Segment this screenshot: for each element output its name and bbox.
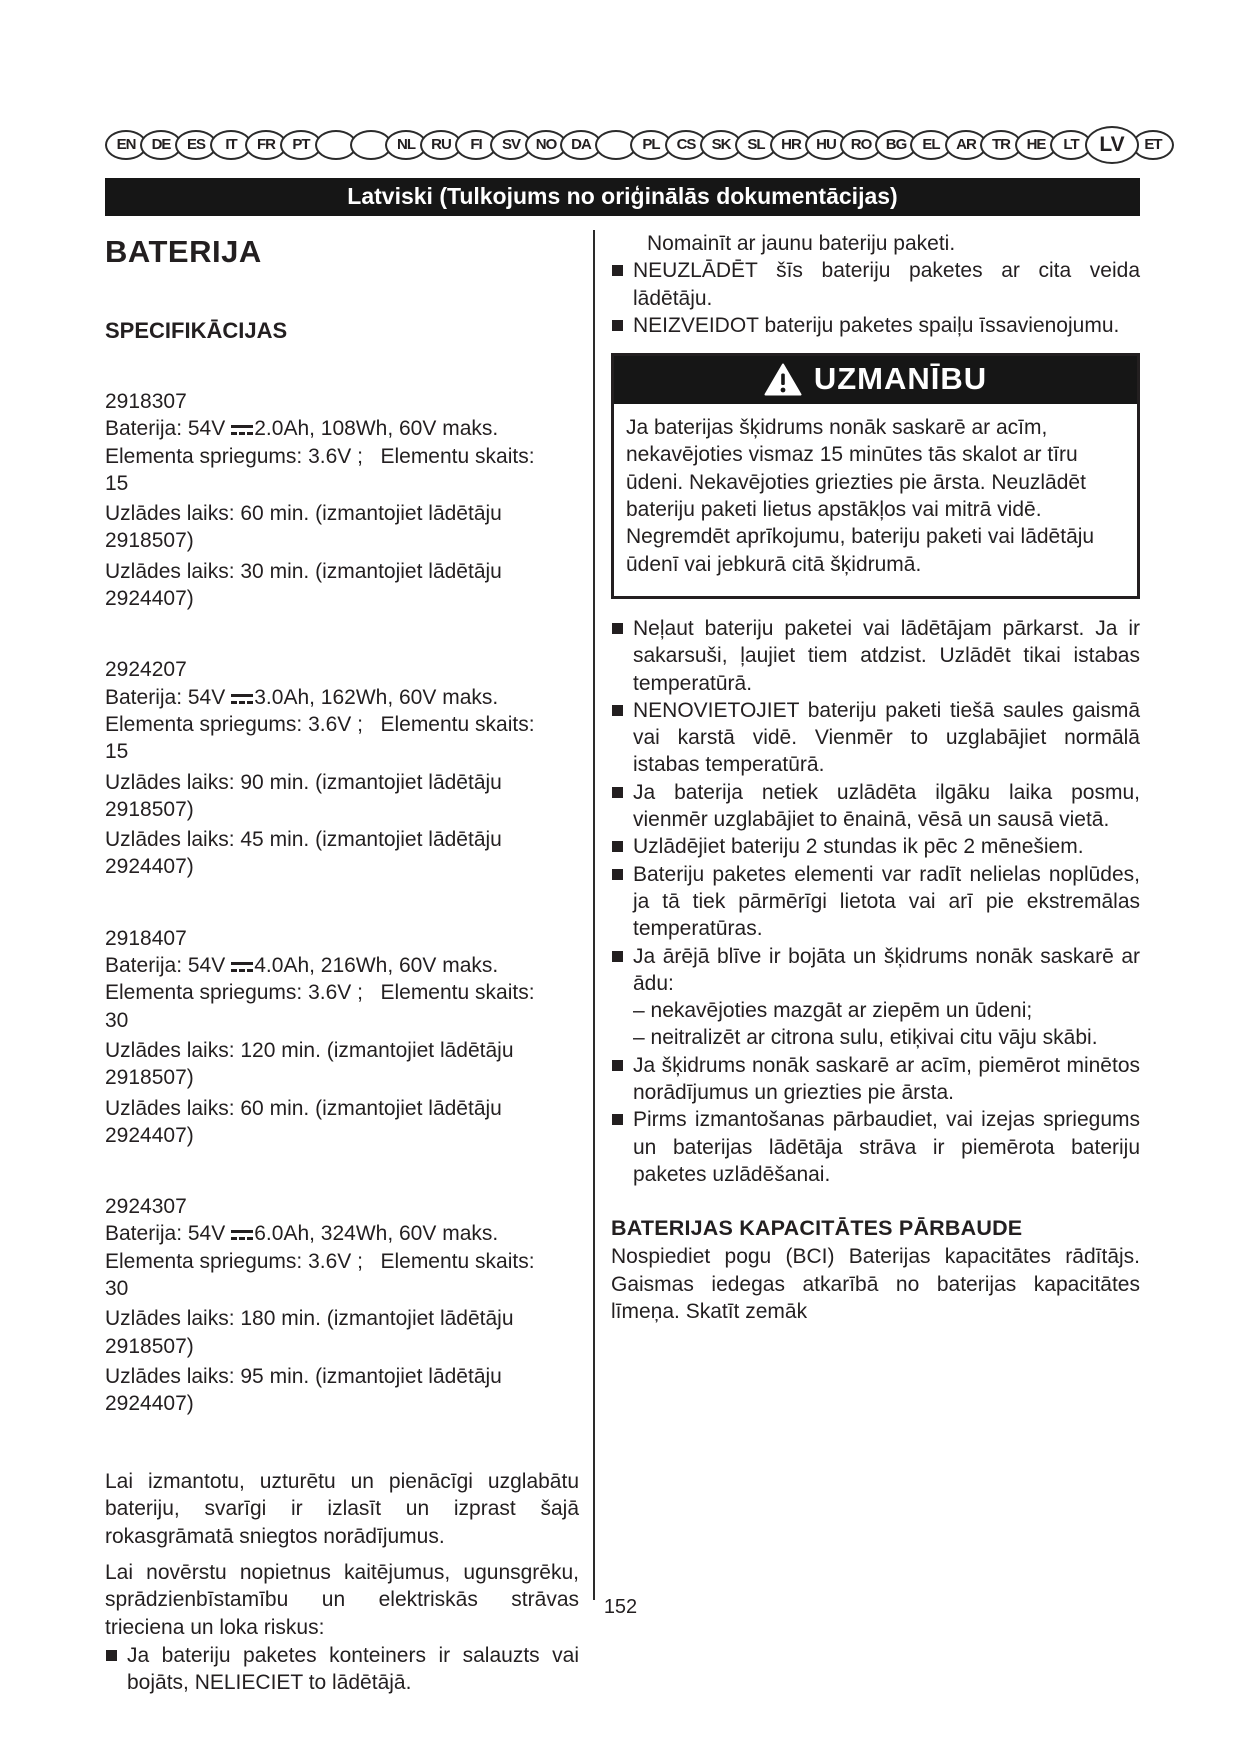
bullet-marker	[612, 1114, 623, 1125]
bullet-marker	[612, 869, 623, 880]
language-badge-sv: SV	[490, 130, 532, 160]
list-item-text: NENOVIETOJIET bateriju paketi tiešā saules gaismā vai karstā vidē. Vienmēr to uzglabājiet normālā istabas temperatūrā.	[633, 698, 1140, 777]
dc-current-icon	[231, 1228, 253, 1241]
list-item	[611, 861, 1140, 943]
charge-time-line: Uzlādes laiks: 60 min. (izmantojiet lādētāju 2924407)	[105, 1096, 502, 1147]
left-column	[105, 222, 579, 1696]
intro-paragraph: Lai izmantotu, uzturētu un pienācīgi uzglabātu bateriju, svarīgi ir izlasīt un izprast šajā rokasgrāmatā sniegtos norādījumus.	[105, 1469, 579, 1548]
continuation-line: Nomainīt ar jaunu bateriju paketi.	[647, 232, 956, 255]
charge-time-line: Uzlādes laiks: 90 min. (izmantojiet lādētāju 2918507)	[105, 770, 502, 821]
battery-spec-line	[105, 1220, 579, 1247]
battery-spec-line	[105, 684, 579, 711]
list-item-text: Neļaut bateriju paketei vai lādētājam pārkarst. Ja ir sakarsuši, ļaujiet tiem atdzist. Uzlādēt tikai istabas temperatūrā.	[633, 616, 1140, 695]
language-badge-fi: FI	[455, 130, 497, 160]
list-item-text: Pirms izmantošanas pārbaudiet, vai izejas spriegums un baterijas lādētāja strāva ir piemērota bateriju paketes uzlādēšanai.	[633, 1108, 1140, 1186]
bullet-marker	[612, 705, 623, 716]
bullet-marker	[106, 1650, 117, 1661]
charge-time-line: Uzlādes laiks: 30 min. (izmantojiet lādētāju 2924407)	[105, 559, 502, 611]
language-badge-cs: CS	[665, 130, 707, 160]
charge-time-line: Uzlādes laiks: 95 min. (izmantojiet lādētāju 2924407)	[105, 1364, 502, 1416]
cell-count: 30	[105, 1008, 129, 1032]
language-badge-fr: FR	[245, 130, 287, 160]
battery-voltage: Baterija: 54V	[105, 417, 226, 441]
language-banner	[105, 178, 1140, 216]
language-badge-da: DA	[560, 130, 602, 160]
cell-count: 15	[105, 740, 129, 764]
language-badge-et: ET	[1132, 130, 1174, 160]
list-item-text: Bateriju paketes elementi var radīt nelielas noplūdes, ja tā tiek pārmērīgi lietota vai arī pie ekstremālas temperatūras.	[633, 862, 1140, 941]
language-badge-no: NO	[525, 130, 567, 160]
language-bar	[105, 126, 1162, 164]
safety-paragraph: Lai novērstu nopietnus kaitējumus, ugunsgrēku, sprādzienbīstamību un elektriskās strāvas trieciena un loka riskus:	[105, 1560, 579, 1640]
cell-count: 15	[105, 471, 129, 495]
cell-voltage-line: Elementa spriegums: 3.6V ; Elementu skaits:	[105, 444, 535, 468]
bullet-marker	[612, 841, 623, 852]
language-badge-pt: PT	[280, 130, 322, 160]
model-number: 2924207	[105, 658, 187, 682]
list-item	[611, 943, 1140, 1052]
list-item	[611, 257, 1140, 312]
language-badge-tr: TR	[980, 130, 1022, 160]
list-item	[105, 1642, 579, 1697]
right-column	[611, 222, 1140, 1696]
model-number: 2918307	[105, 390, 187, 413]
language-badge-de: DE	[140, 130, 182, 160]
sub-list-item: – neitralizēt ar citrona sulu, etiķivai citu vāju skābi.	[633, 1026, 1098, 1050]
charge-time-line: Uzlādes laiks: 180 min. (izmantojiet lādētāju 2918507)	[105, 1307, 514, 1358]
warning-title: UZMANĪBU	[813, 361, 988, 397]
list-item	[611, 779, 1140, 834]
battery-spec-line	[105, 415, 579, 442]
page-title: BATERIJA	[105, 234, 262, 269]
spec-block	[105, 1193, 579, 1417]
battery-spec-line	[105, 952, 579, 979]
cell-voltage-line: Elementa spriegums: 3.6V ; Elementu skaits:	[105, 712, 535, 736]
battery-capacity: 2.0Ah, 108Wh, 60V maks.	[254, 417, 499, 441]
language-badge-it: IT	[210, 130, 252, 160]
model-number: 2924307	[105, 1195, 187, 1219]
warning-triangle-icon	[764, 363, 802, 396]
list-item-text: Ja baterija netiek uzlādēta ilgāku laika posmu, vienmēr uzglabājiet to ēnainā, vēsā un sausā vietā.	[633, 780, 1140, 832]
warning-box	[611, 353, 1140, 599]
spec-block	[105, 656, 579, 880]
language-badge-ro: RO	[840, 130, 882, 160]
language-badge-lv-active: LV	[1085, 126, 1139, 164]
dc-current-icon	[231, 423, 253, 436]
list-item-text: Uzlādējiet bateriju 2 stundas ik pēc 2 mēnešiem.	[633, 835, 1084, 859]
list-item-lead: Ja ārējā blīve ir bojāta un šķidrums nonāk saskarē ar ādu:	[633, 944, 1140, 995]
language-badge-lt: LT	[1050, 130, 1092, 160]
list-item-text: NEUZLĀDĒT šīs bateriju paketes ar cita veida lādētāju.	[633, 259, 1140, 310]
bullet-marker	[612, 951, 623, 962]
list-item	[611, 312, 1140, 339]
page-number: 152	[603, 1596, 638, 1618]
warning-header	[614, 356, 1137, 404]
column-divider	[593, 230, 595, 1600]
battery-capacity: 4.0Ah, 216Wh, 60V maks.	[254, 954, 499, 978]
bullet-marker	[612, 265, 623, 276]
sub-list-item: – nekavējoties mazgāt ar ziepēm un ūdeni;	[633, 999, 1033, 1023]
language-badge-hr: HR	[770, 130, 812, 160]
battery-voltage: Baterija: 54V	[105, 954, 226, 978]
language-badge-el: EL	[910, 130, 952, 160]
bullet-marker	[612, 1060, 623, 1071]
list-item	[611, 615, 1140, 697]
language-badge-sl: SL	[735, 130, 777, 160]
battery-voltage: Baterija: 54V	[105, 1222, 226, 1246]
language-badge-hu: HU	[805, 130, 847, 160]
language-badge-pl: PL	[630, 130, 672, 160]
charge-time-line: Uzlādes laiks: 60 min. (izmantojiet lādētāju 2918507)	[105, 502, 502, 553]
language-badge-es: ES	[175, 130, 217, 160]
spec-block	[105, 925, 579, 1149]
battery-voltage: Baterija: 54V	[105, 685, 226, 709]
list-item	[611, 1052, 1140, 1107]
battery-capacity: 6.0Ah, 324Wh, 60V maks.	[254, 1222, 499, 1246]
banner-title: Latviski (Tulkojums no oriģinālās dokumentācijas)	[347, 183, 898, 209]
specifications-heading: SPECIFIKĀCIJAS	[105, 318, 288, 343]
cell-voltage-line: Elementa spriegums: 3.6V ; Elementu skaits:	[105, 981, 535, 1005]
dc-current-icon	[231, 692, 253, 705]
bullet-marker	[612, 320, 623, 331]
language-badge-he: HE	[1015, 130, 1057, 160]
language-badge-ar: AR	[945, 130, 987, 160]
capacity-check-heading: BATERIJAS KAPACITĀTES PĀRBAUDE	[611, 1216, 1023, 1241]
list-item	[611, 833, 1140, 860]
model-number: 2918407	[105, 926, 187, 950]
capacity-check-body: Nospiediet pogu (BCI) Baterijas kapacitātes rādītājs. Gaismas iedegas atkarībā no baterijas kapacitātes līmeņa. Skatīt zemāk	[611, 1245, 1140, 1323]
list-item-text	[633, 943, 1140, 1052]
list-item	[611, 697, 1140, 779]
language-badge-sk: SK	[700, 130, 742, 160]
charge-time-line: Uzlādes laiks: 45 min. (izmantojiet lādētāju 2924407)	[105, 828, 502, 879]
warning-body: Ja baterijas šķidrums nonāk saskarē ar acīm, nekavējoties vismaz 15 minūtes tās skalot ar tīru ūdeni. Nekavējoties griezties pie ārsta. Neuzlādēt bateriju paketi lietus apstākļos vai mitrā vidē. Negremdēt aprīkojumu, bateriju paketi vai lādētāju ūdenī vai jebkurā citā šķidrumā.	[626, 416, 1095, 576]
list-item-text: Ja bateriju paketes konteiners ir salauzts vai bojāts, NELIECIET to lādētājā.	[127, 1643, 579, 1695]
list-item-text: NEIZVEIDOT bateriju paketes spaiļu īssavienojumu.	[633, 313, 1120, 337]
cell-count: 30	[105, 1277, 129, 1301]
language-badge-bg: BG	[875, 130, 917, 160]
list-item	[611, 1106, 1140, 1188]
language-badge-en: EN	[105, 130, 147, 160]
language-badge-ru: RU	[420, 130, 462, 160]
bullet-marker	[612, 623, 623, 634]
cell-voltage-line: Elementa spriegums: 3.6V ; Elementu skaits:	[105, 1249, 535, 1273]
list-item-text: Ja šķidrums nonāk saskarē ar acīm, piemērot minētos norādījumus un griezties pie ārsta.	[633, 1053, 1140, 1105]
battery-capacity: 3.0Ah, 162Wh, 60V maks.	[254, 685, 499, 709]
language-badge-nl: NL	[385, 130, 427, 160]
dc-current-icon	[231, 960, 253, 973]
charge-time-line: Uzlādes laiks: 120 min. (izmantojiet lādētāju 2918507)	[105, 1038, 514, 1090]
bullet-marker	[612, 787, 623, 798]
spec-block	[105, 388, 579, 612]
